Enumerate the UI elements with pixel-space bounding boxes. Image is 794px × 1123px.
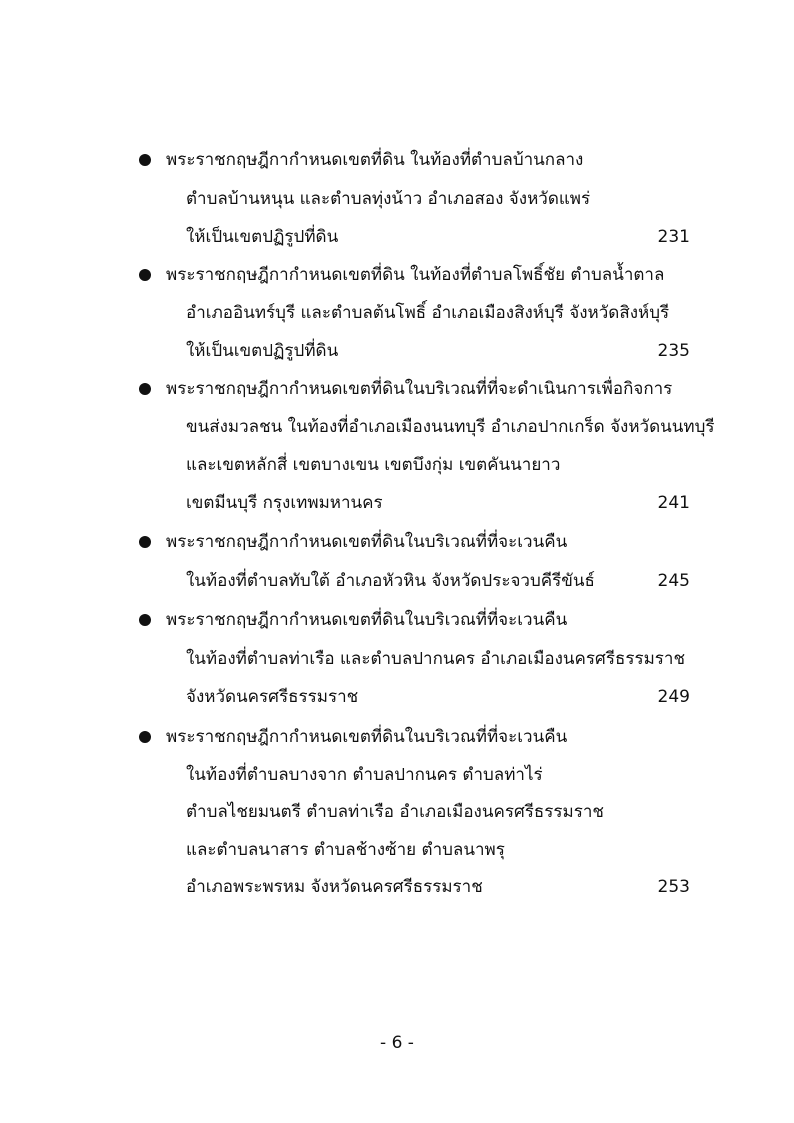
toc-entry-title: พระราชกฤษฎีกากำหนดเขตที่ดินในบริเวณที่ที่จะดำเนินการเพื่อกิจการ — [166, 379, 673, 399]
toc-entry-text: ให้เป็นเขตปฏิรูปที่ดิน — [186, 227, 339, 247]
toc-entry-line — [0, 527, 794, 557]
toc-page-number: 241 — [657, 493, 690, 513]
toc-entry-line — [0, 450, 794, 480]
toc-entry-line — [0, 722, 794, 752]
bullet-icon — [139, 614, 151, 626]
page-footer-number: - 6 - — [380, 1033, 414, 1053]
toc-entry-title: พระราชกฤษฎีกากำหนดเขตที่ดินในบริเวณที่ที่จะเวนคืน — [166, 610, 568, 630]
toc-entry-text: และเขตหลักสี่ เขตบางเขน เขตบึงกุ่ม เขตคันนายาว — [186, 455, 561, 475]
toc-entry-line — [0, 145, 794, 175]
toc-entry-title: พระราชกฤษฎีกากำหนดเขตที่ดินในบริเวณที่ที่จะเวนคืน — [166, 727, 568, 747]
toc-entry-title: พระราชกฤษฎีกากำหนดเขตที่ดิน ในท้องที่ตำบลโพธิ์ชัย ตำบลน้ำตาล — [166, 265, 665, 285]
toc-entry-line — [0, 488, 794, 518]
toc-page-number: 249 — [657, 687, 690, 707]
toc-entry-line — [0, 412, 794, 442]
toc-entry-line — [0, 336, 794, 366]
toc-entry-text: ให้เป็นเขตปฏิรูปที่ดิน — [186, 341, 339, 361]
toc-entry-line — [0, 682, 794, 712]
toc-entry-line — [0, 872, 794, 902]
toc-page-number: 253 — [657, 877, 690, 897]
toc-entry-text: ในท้องที่ตำบลทับใต้ อำเภอหัวหิน จังหวัดประจวบคีรีขันธ์ — [186, 571, 595, 591]
toc-entry-text: และตำบลนาสาร ตำบลช้างซ้าย ตำบลนาพรุ — [186, 840, 505, 860]
bullet-icon — [139, 731, 151, 743]
bullet-icon — [139, 383, 151, 395]
toc-entry-line — [0, 797, 794, 827]
toc-entry-text: ในท้องที่ตำบลท่าเรือ และตำบลปากนคร อำเภอเมืองนครศรีธรรมราช — [186, 649, 686, 669]
toc-page-number: 245 — [657, 571, 690, 591]
bullet-icon — [139, 154, 151, 166]
toc-entry-line — [0, 566, 794, 596]
toc-entry-text: ตำบลบ้านหนุน และตำบลทุ่งน้าว อำเภอสอง จังหวัดแพร่ — [186, 189, 591, 209]
toc-entry-title: พระราชกฤษฎีกากำหนดเขตที่ดิน ในท้องที่ตำบลบ้านกลาง — [166, 150, 584, 170]
toc-entry-line — [0, 760, 794, 790]
toc-page-number: 235 — [657, 341, 690, 361]
bullet-icon — [139, 536, 151, 548]
toc-entry-text: ตำบลไชยมนตรี ตำบลท่าเรือ อำเภอเมืองนครศรีธรรมราช — [186, 802, 604, 822]
toc-entry-line — [0, 260, 794, 290]
bullet-icon — [139, 269, 151, 281]
toc-entry-text: เขตมีนบุรี กรุงเทพมหานคร — [186, 493, 383, 513]
toc-entry-line — [0, 605, 794, 635]
toc-entry-text: จังหวัดนครศรีธรรมราช — [186, 687, 359, 707]
toc-entry-text: ในท้องที่ตำบลบางจาก ตำบลปากนคร ตำบลท่าไร่ — [186, 765, 543, 785]
toc-page-number: 231 — [657, 227, 690, 247]
toc-entry-line — [0, 835, 794, 865]
toc-entry-text: อำเภอพระพรหม จังหวัดนครศรีธรรมราช — [186, 877, 483, 897]
toc-entry-text: อำเภออินทร์บุรี และตำบลต้นโพธิ์ อำเภอเมืองสิงห์บุรี จังหวัดสิงห์บุรี — [186, 303, 670, 323]
toc-entry-line — [0, 374, 794, 404]
toc-entry-line — [0, 222, 794, 252]
toc-entry-line — [0, 184, 794, 214]
toc-entry-line — [0, 298, 794, 328]
toc-entry-text: ขนส่งมวลชน ในท้องที่อำเภอเมืองนนทบุรี อำเภอปากเกร็ด จังหวัดนนทบุรี — [186, 417, 715, 437]
toc-entry-title: พระราชกฤษฎีกากำหนดเขตที่ดินในบริเวณที่ที่จะเวนคืน — [166, 532, 568, 552]
toc-entry-line — [0, 644, 794, 674]
